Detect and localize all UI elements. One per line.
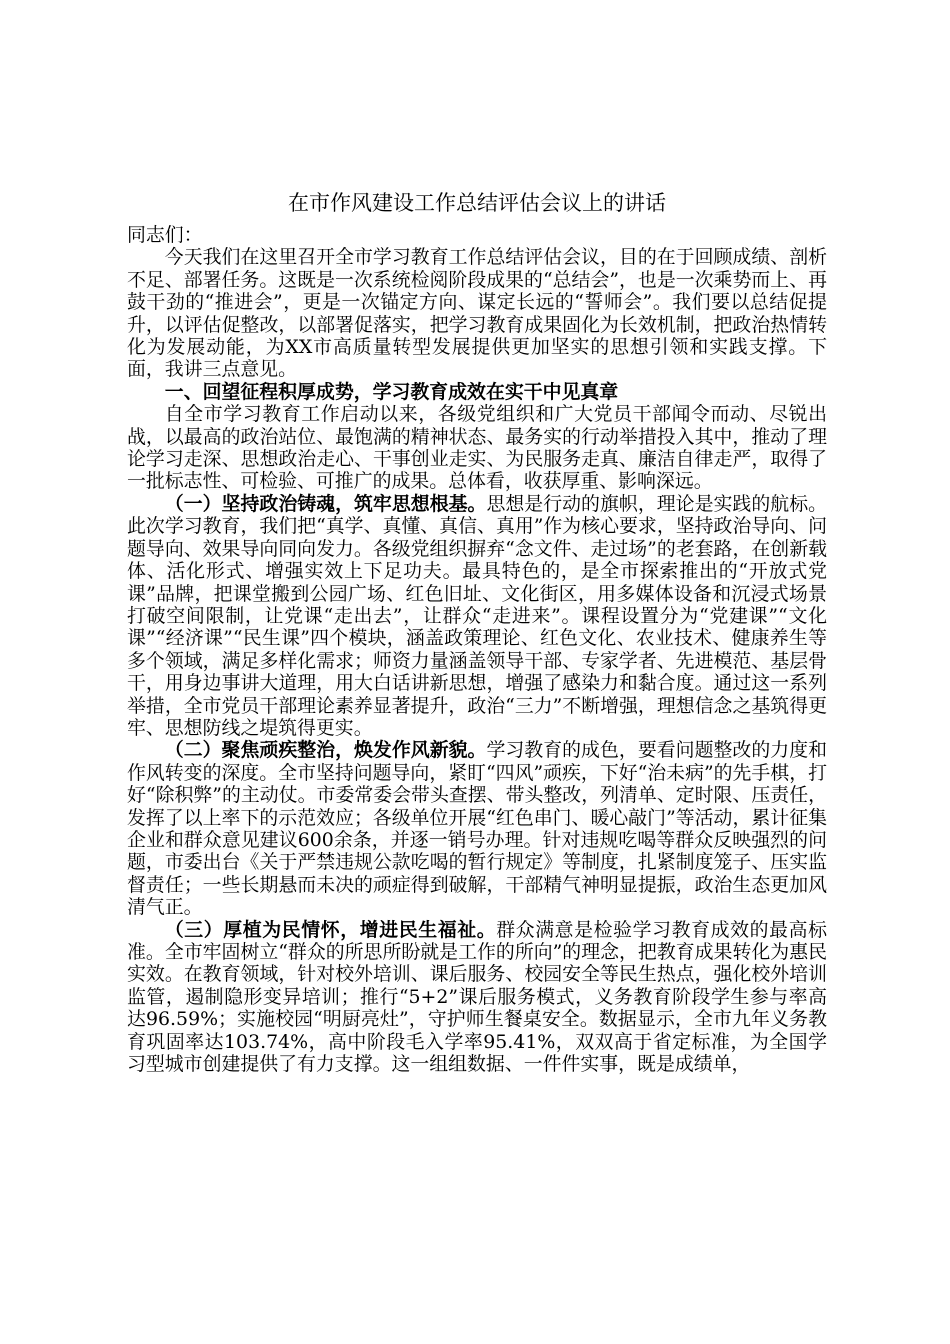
subsection-paragraph xyxy=(127,493,827,739)
section-heading: 一、回望征程积厚成势，学习教育成效在实干中见真章 xyxy=(164,380,619,403)
subsection-heading: （二）聚焦顽疾整治，焕发作风新貌。 xyxy=(164,739,487,762)
subsection-text: 学习教育的成色，要看问题整改的力度和作风转变的深度。全市坚持问题导向，紧盯“四风”顽疾，下好“治未病”的先手棋，打好“除积弊”的主动仗。市委常委会带头查摆、带头整改，列清单、定时限、压责任，发挥了以上率下的示范效应；各级单位开展“红色串门、暖心敲门”等活动，累计征集企业和群众意见建议600余条，并逐一销号办理。针对违规吃喝等群众反映强烈的问题，市委出台《关于严禁违规公款吃喝的暂行规定》等制度，扎紧制度笼子、压实监督责任；一些长期悬而未决的顽症得到破解，干部精气神明显提振，政治生态更加风清气正。 xyxy=(127,739,828,919)
document-title: 在市作风建设工作总结评估会议上的讲话 xyxy=(288,191,666,215)
section-body-paragraph: 自全市学习教育工作启动以来，各级党组织和广大党员干部闻令而动、尽锐出战，以最高的政治站位、最饱满的精神状态、最务实的行动举措投入其中，推动了理论学习走深、思想政治走心、干事创业走实、为民服务走真、廉洁自律走严，取得了一批标志性、可检验、可推广的成果。总体看，收获厚重、影响深远。 xyxy=(127,403,827,493)
intro-paragraph: 今天我们在这里召开全市学习教育工作总结评估会议，目的在于回顾成绩、剖析不足、部署任务。这既是一次系统检阅阶段成果的“总结会”，也是一次乘势而上、再鼓干劲的“推进会”，更是一次锚定方向、谋定长远的“誓师会”。我们要以总结促提升，以评估促整改，以部署促落实，把学习教育成果固化为长效机制，把政治热情转化为发展动能，为XX市高质量转型发展提供更加坚实的思想引领和实践支撑。下面，我讲三点意见。 xyxy=(127,246,827,381)
subsection-heading: （一）坚持政治铸魂，筑牢思想根基。 xyxy=(164,492,487,515)
subsection-paragraph xyxy=(127,739,827,918)
document-page xyxy=(127,190,827,1075)
subsection-paragraph xyxy=(127,919,827,1076)
subsection-heading: （三）厚植为民情怀，增进民生福祉。 xyxy=(164,918,497,941)
subsection-text: 思想是行动的旗帜，理论是实践的航标。此次学习教育，我们把“真学、真懂、真信、真用”作为核心要求，坚持政治导向、问题导向、效果导向同向发力。各级党组织摒弃“念文件、走过场”的老套路，在创新载体、活化形式、增强实效上下足功夫。最具特色的，是全市探索推出的“开放式党课”品牌，把课堂搬到公园广场、红色旧址、文化街区，用多媒体设备和沉浸式场景打破空间限制，让党课“走出去”，让群众“走进来”。课程设置分为“党建课”“文化课”“经济课”“民生课”四个模块，涵盖政策理论、红色文化、农业技术、健康养生等多个领域，满足多样化需求；师资力量涵盖领导干部、专家学者、先进模范、基层骨干，用身边事讲大道理，用大白话讲新思想，增强了感染力和黏合度。通过这一系列举措，全市党员干部理论素养显著提升，政治“三力”不断增强，理想信念之基筑得更牢、思想防线之堤筑得更实。 xyxy=(127,492,828,739)
salutation: 同志们： xyxy=(127,224,203,246)
subsection-text: 群众满意是检验学习教育成效的最高标准。全市牢固树立“群众的所思所盼就是工作的所向”的理念，把教育成果转化为惠民实效。在教育领域，针对校外培训、课后服务、校园安全等民生热点，强化校外培训监管，遏制隐形变异培训；推行“5+2”课后服务模式，义务教育阶段学生参与率高达96.59%；实施校园“明厨亮灶”，守护师生餐桌安全。数据显示，全市九年义务教育巩固率达103.74%，高中阶段毛入学率95.41%，双双高于省定标准，为全国学习型城市创建提供了有力支撑。这一组组数据、一件件实事，既是成绩单， xyxy=(127,918,828,1076)
